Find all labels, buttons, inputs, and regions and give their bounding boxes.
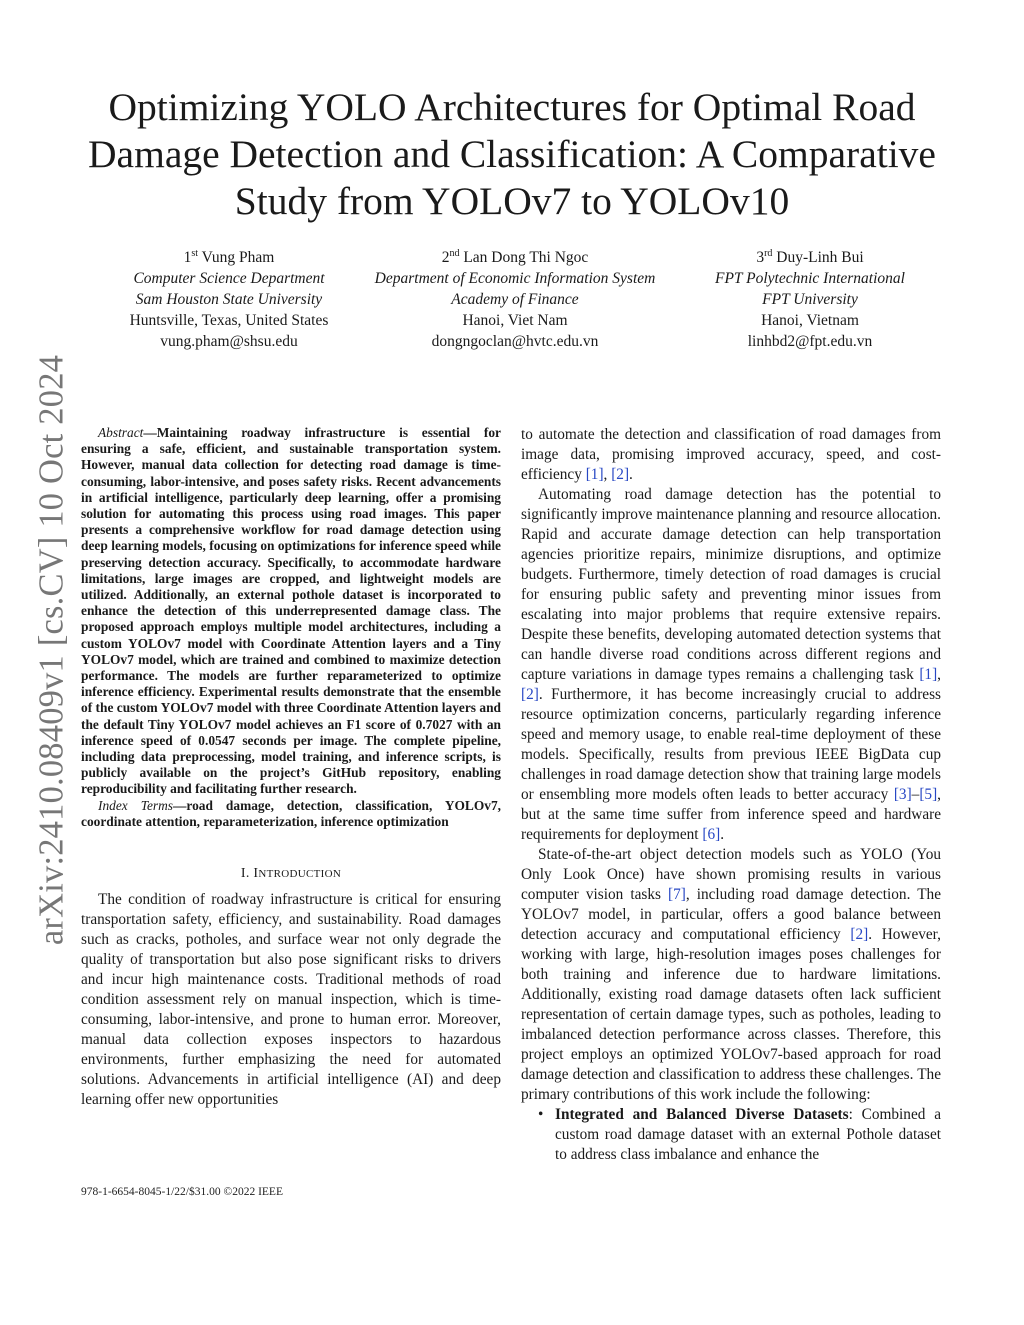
citation-link[interactable]: [1] [919,666,938,683]
author-name: 1st Vung Pham [183,248,275,266]
intro-continuation-paragraph: to automate the detection and classification of road damages from image data, promising improved accuracy, speed, and cost-efficiency [1], [2]. [521,426,941,483]
author-email: vung.pham@shsu.edu [160,333,298,350]
index-terms [81,798,501,830]
yolo-paragraph: State-of-the-art object detection models such as YOLO (You Only Look Once) have shown promising results in various computer vision tasks [7], including road damage detection. The YOLOv7 model, in particular, offers a good balance between detection accuracy and computational efficiency [2]. However, working with large, high-resolution images poses challenges for both training and inference due to hardware limitations. Additionally, existing road damage datasets often lack sufficient representation of certain damage types, such as potholes, leading to imbalanced detection performance across classes. Therefore, this project employs an optimized YOLOv7-based approach for road damage detection and classification to address these challenges. The primary contributions of this work include the following: [521,846,941,1103]
author-block-2 [350,247,680,352]
author-organization: Academy of Finance [451,291,579,308]
citation-link[interactable]: [2] [521,686,539,703]
citation-link[interactable]: [6] [702,826,721,843]
abstract-label: Abstract [98,425,144,440]
author-organization: FPT University [762,291,858,308]
contribution-bullet [521,1105,941,1165]
author-email: dongngoclan@hvtc.edu.vn [431,333,599,350]
author-name: 2nd Lan Dong Thi Ngoc [441,248,589,266]
author-department: Department of Economic Information System [374,270,656,287]
author-department: Computer Science Department [133,270,325,287]
copyright-footer: 978-1-6654-8045-1/22/$31.00 ©2022 IEEE [81,1186,283,1198]
bullet-icon: • [538,1106,544,1123]
author-location: Huntsville, Texas, United States [129,312,329,329]
index-terms-text: —road damage, detection, classification, YOLOv7, coordinate attention, reparameterization, inference optimization [81,797,501,829]
contribution-title: Integrated and Balanced Diverse Datasets [555,1106,849,1123]
citation-link[interactable]: [5] [919,786,938,803]
author-organization: Sam Houston State University [135,291,323,308]
author-location: Hanoi, Viet Nam [462,312,568,329]
author-department: FPT Polytechnic International [715,270,905,287]
abstract [81,425,501,798]
motivation-paragraph: Automating road damage detection has the potential to significantly improve maintenance planning and resource allocation. Rapid and accurate damage detection can help transportation agencies prioritize repairs, minimize disruptions, and optimize budgets. Furthermore, timely detection of road damages is crucial for ensuring public safety and preventing minor issues from escalating into major problems that require extensive repairs. Despite these benefits, developing automated detection systems that can handle diverse road conditions across different regions and capture variations in damage types remains a challenging task [1], [2]. Furthermore, it has become increasingly crucial to address resource optimization concerns, particularly regarding inference speed and memory usage, to enable real-time deployment of these models. Specifically, results from previous IEEE BigData cup challenges in road damage detection show that training large models or ensembling more models often leads to better accuracy [3]–[5], but at the same time suffer from inference speed and hardware requirements for deployment [6]. [521,486,941,843]
citation-link[interactable]: [2] [850,926,869,943]
citation-link[interactable]: [3] [893,786,912,803]
index-terms-label: Index Terms [98,797,173,813]
author-block-3 [690,247,930,352]
author-block-1 [97,247,361,352]
paper-title: Optimizing YOLO Architectures for Optimal Road Damage Detection and Classification: A Comparative Study from YOLOv7 to YOLOv10 [88,85,936,223]
contribution-text: : Combined a custom road damage dataset with an external Pothole dataset to address class imbalance and enhance the [555,1106,941,1163]
author-location: Hanoi, Vietnam [761,312,859,329]
right-column [521,425,941,1165]
citation-link[interactable]: [2] [611,466,630,483]
abstract-text: —Maintaining roadway infrastructure is essential for ensuring a safe, efficient, and sustainable transportation system. However, manual data collection for detecting road damage is time-consuming, labor-intensive, and poses safety risks. Recent advancements in artificial intelligence, particularly deep learning, offer a promising solution for automating this process using road images. This paper presents a comprehensive workflow for road damage detection using deep learning models, focusing on optimizations for inference speed while preserving detection accuracy. Specifically, to accommodate hardware limitations, large images are cropped, and lightweight models are utilized. Additionally, an external pothole dataset is incorporated to enhance the detection of this underrepresented damage class. The proposed approach employs multiple model architectures, including a custom YOLOv7 model with Coordinate Attention layers and a Tiny YOLOv7 model, which are trained and combined to maximize detection performance. The models are further reparameterized to optimize inference efficiency. Experimental results demonstrate that the ensemble of the custom YOLOv7 model with three Coordinate Attention layers and the default Tiny YOLOv7 model achieves an F1 score of 0.7027 with an inference speed of 0.0547 seconds per image. The complete pipeline, including data preprocessing, model training, and inference scripts, is publicly available on the project’s GitHub repository, enabling reproducibility and facilitating further research. [81,425,501,797]
author-name: 3rd Duy-Linh Bui [756,248,864,266]
section-heading-introduction: I. INTRODUCTION [240,866,342,882]
left-column [81,425,501,1110]
author-email: linhbd2@fpt.edu.vn [747,333,873,350]
intro-paragraph: The condition of roadway infrastructure is critical for ensuring transportation safety, efficiency, and sustainability. Road damages such as cracks, potholes, and surface wear not only degrade the quality of transportation but also pose significant risks to drivers and incur high maintenance costs. Traditional methods of road condition assessment rely on manual inspection, which is time-consuming, labor-intensive, and prone to human error. Moreover, manual data collection exposes inspectors to hazardous environments, further emphasizing the need for automated solutions. Advancements in artificial intelligence (AI) and deep learning offer new opportunities [81,891,501,1109]
citation-link[interactable]: [1] [585,466,604,483]
citation-link[interactable]: [7] [668,886,686,903]
